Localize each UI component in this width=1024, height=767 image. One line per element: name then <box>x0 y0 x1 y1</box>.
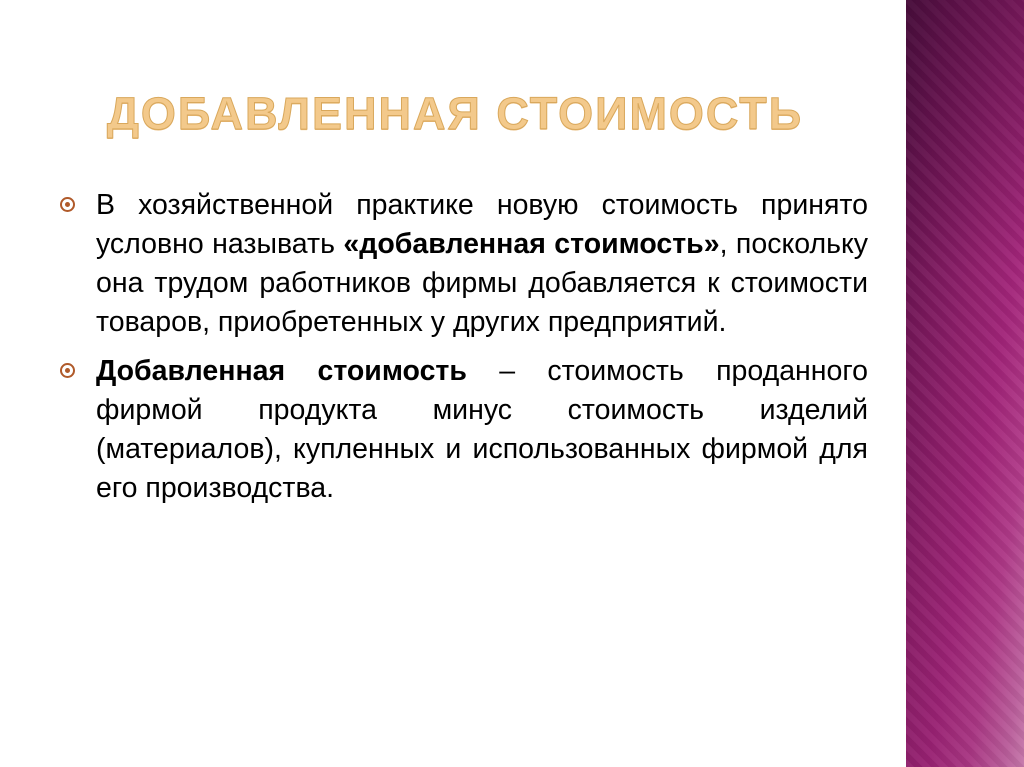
decorative-side-band <box>906 0 1024 767</box>
list-item <box>56 186 868 342</box>
body-text-block <box>56 186 868 518</box>
bullet-point-icon <box>60 363 75 378</box>
paragraph-1-part-2: , поскольку она трудом работников фирмы добавляется к стоимости товаров, приобретенных у других предприятий. <box>96 228 868 339</box>
paragraph-2-part-1: – стоимость проданного фирмой продукта минус стоимость изделий (материалов), купленных и использованных фирмой для его производства. <box>96 355 869 505</box>
paragraph-2-emphasis: Добавленная стоимость <box>96 355 467 388</box>
list-item <box>56 352 868 508</box>
bullet-point-icon <box>60 197 75 212</box>
paragraph-1-part-1: В хозяйственной практике новую стоимость принято условно называть <box>96 189 868 261</box>
decorative-side-band-overlay <box>906 0 1024 767</box>
paragraph-1-emphasis: «добавленная стоимость» <box>343 228 720 261</box>
paragraph-2 <box>96 355 868 504</box>
paragraph-1 <box>96 189 868 338</box>
bullet-list <box>56 186 868 508</box>
page-title: ДОБАВЛЕННАЯ СТОИМОСТЬ <box>106 88 804 139</box>
